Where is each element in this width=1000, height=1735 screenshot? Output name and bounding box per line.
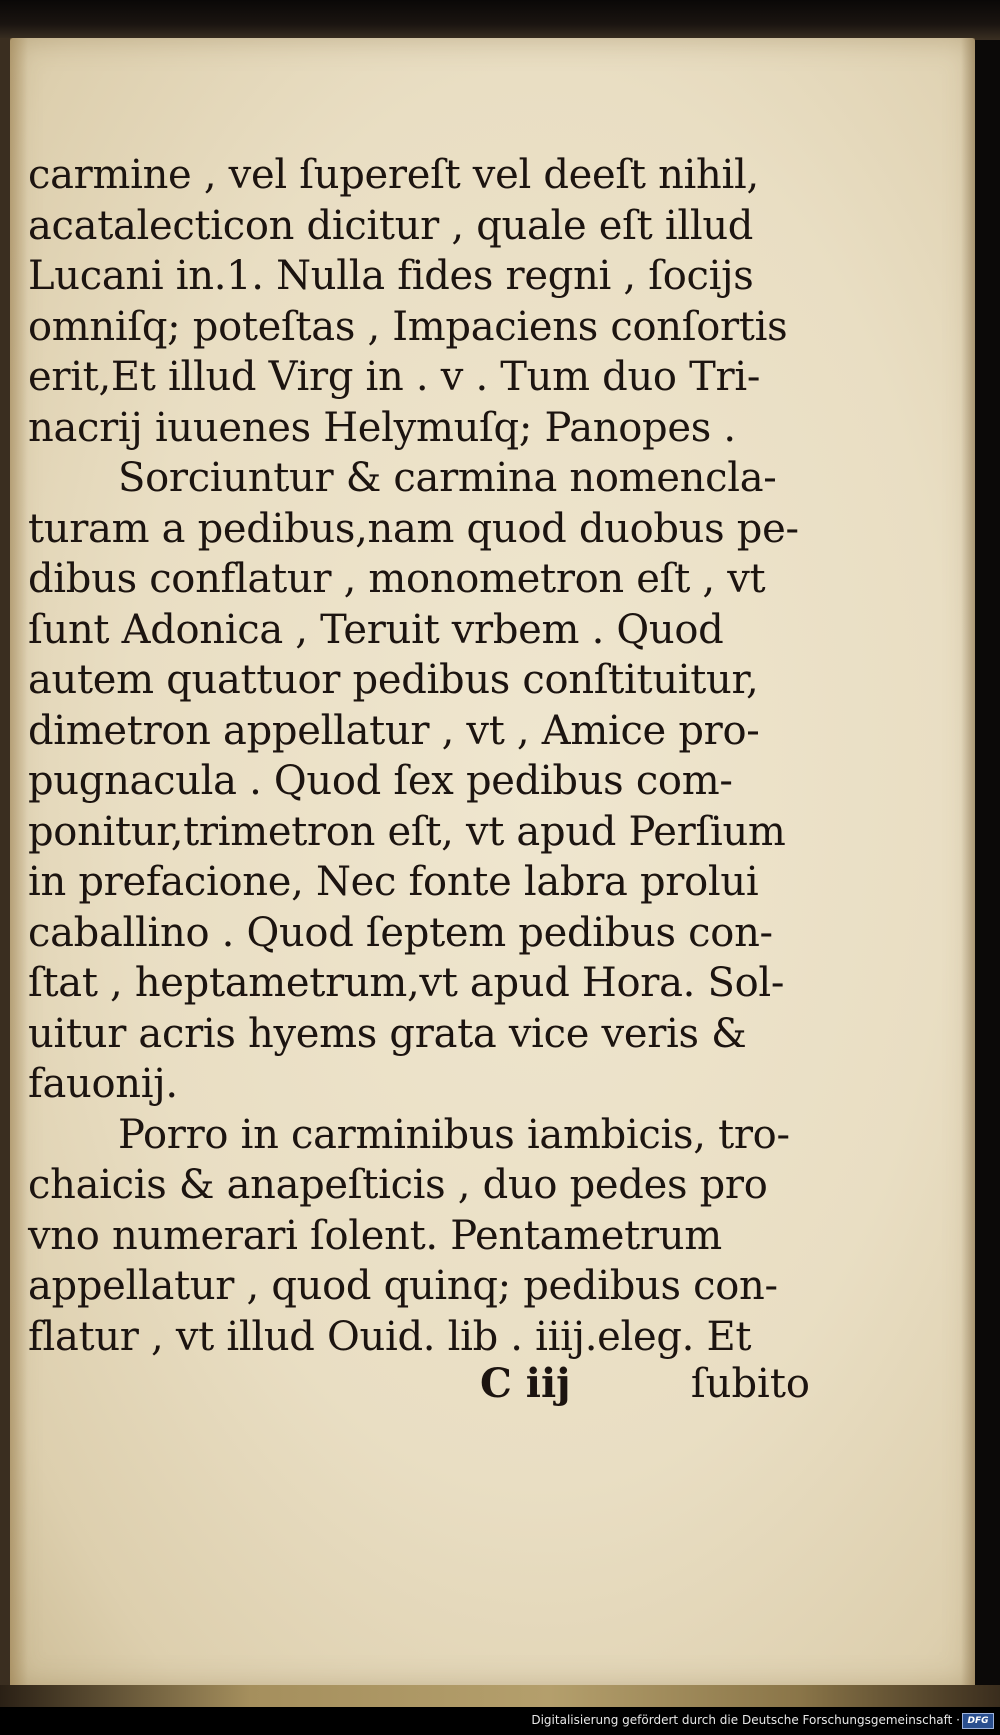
paragraph-start-line: Porro in carminibus iambicis, tro-: [118, 1111, 790, 1158]
text-line: carmine , vel ſupereſt vel deeſt nihil,: [28, 152, 759, 198]
text-line: Lucani in.1. Nulla fides regni , ſocijs: [28, 253, 754, 299]
text-line: dimetron appellatur , vt , Amice pro-: [28, 707, 760, 754]
text-line: nacrij iuuenes Helymuſq; Panopes .: [28, 404, 736, 451]
catchword: ſubito: [690, 1361, 810, 1407]
page-foot-line: [480, 1358, 810, 1410]
text-line: omniſq; poteſtas , Impaciens conſortis: [28, 303, 788, 350]
text-line: uitur acris hyems grata vice veris &: [28, 1010, 747, 1057]
paragraph-start-line: Sorciuntur & carmina nomencla-: [118, 455, 777, 501]
text-line: caballino . Quod ſeptem pedibus con-: [28, 909, 773, 956]
funding-note: Digitalisierung gefördert durch die Deutsche Forschungsgemeinschaft ·: [531, 1713, 960, 1727]
page-text: [28, 150, 808, 1362]
digitization-footer: [0, 1707, 1000, 1735]
text-line: pugnacula . Quod ſex pedibus com-: [28, 758, 733, 804]
text-line: erit,Et illud Virg in . v . Tum duo Tri-: [28, 354, 761, 400]
text-line: vno numerari ſolent. Pentametrum: [28, 1212, 722, 1259]
text-line: turam a pedibus,nam quod duobus pe-: [28, 505, 799, 552]
text-line: fauonij.: [28, 1061, 178, 1107]
scan-left-edge: [0, 38, 10, 1688]
text-line: in prefacione, Nec fonte labra prolui: [28, 859, 759, 905]
scan-bottom-edge: [0, 1685, 1000, 1707]
text-line: ſtat , heptametrum,vt apud Hora. Sol-: [28, 960, 785, 1006]
text-line: dibus conflatur , monometron eſt , vt: [28, 556, 766, 602]
text-line: acatalecticon dicitur , quale eſt illud: [28, 202, 754, 249]
scan-top-edge: [0, 0, 1000, 40]
signature-mark: C iij: [480, 1360, 571, 1407]
text-line: autem quattuor pedibus conſtituitur,: [28, 657, 759, 703]
dfg-logo: DFG: [962, 1713, 994, 1729]
text-line: chaicis & anapeſticis , duo pedes pro: [28, 1162, 768, 1208]
text-line: ſunt Adonica , Teruit vrbem . Quod: [28, 606, 724, 653]
text-line: ponitur,trimetron eſt, vt apud Perſium: [28, 808, 786, 855]
text-line: flatur , vt illud Ouid. lib . iiij.eleg. Et: [28, 1313, 752, 1360]
text-line: appellatur , quod quinq; pedibus con-: [28, 1263, 778, 1309]
